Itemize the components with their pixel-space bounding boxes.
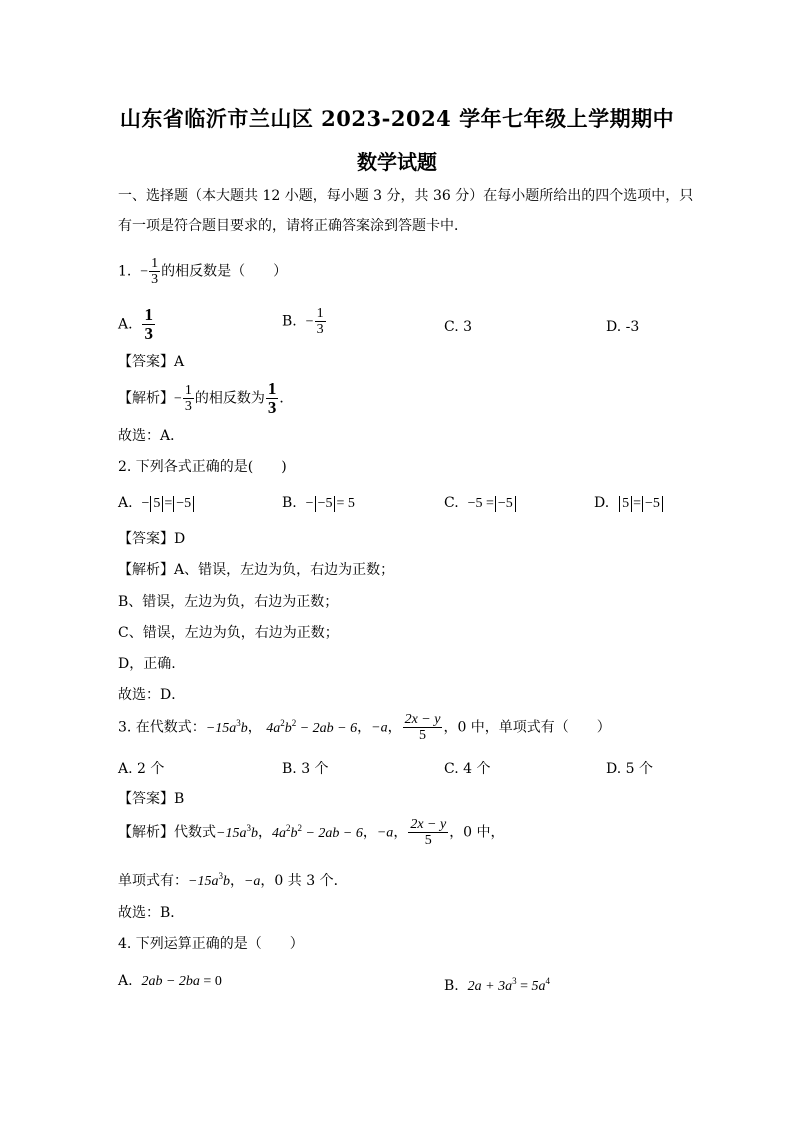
question-2-analysis-1: 【解析】A、错误，左边为负，右边为正数；	[118, 562, 395, 578]
question-2-option-d: D. 5 = −5	[594, 494, 664, 513]
question-3-option-d: D. 5 个	[606, 761, 653, 777]
fraction: $\frac{1}{3}$	[151, 256, 159, 287]
question-4-stem: 4. 下列运算正确的是（ ）	[118, 936, 304, 952]
question-2-analysis-2: B、错误，左边为负，右边为正数；	[118, 594, 339, 610]
question-2-option-b: B. − −5 = 5	[282, 495, 355, 511]
question-3-monomials: 单项式有：$-15a^3b$，−a，0 共 3 个．	[118, 871, 348, 889]
question-2-answer: 【答案】D	[118, 531, 186, 547]
question-1-option-a: A. $\frac{1}{3}$	[118, 305, 153, 343]
question-3-stem: 3. 在代数式：$-15a^3b$， $4a^2b^2 - 2ab - 6$，−a， $\frac{2x - y}{5}$ ，0 中，单项式有（ ）	[118, 712, 611, 743]
section-instructions-line1: 一、选择题（本大题共 12 小题，每小题 3 分，共 36 分）在每小题所给出的四个选项中，只	[118, 188, 694, 204]
question-3-choose: 故选：B．	[118, 905, 185, 921]
question-1-choose: 故选：A．	[118, 428, 185, 444]
page-subtitle: 数学试题	[357, 150, 437, 174]
question-1-stem: 1. − $\frac{1}{3}$ 的相反数是（ ）	[118, 256, 288, 287]
question-4-option-b: B. $2a + 3a^3 = 5a^4$	[444, 976, 551, 994]
question-3-option-b: B. 3 个	[282, 761, 329, 777]
page-title: 山东省临沂市兰山区 2023-2024 学年七年级上学期期中	[119, 106, 675, 131]
question-2-analysis-3: C、错误，左边为负，右边为正数；	[118, 625, 339, 641]
question-1-option-b: B. − $\frac{1}{3}$	[282, 306, 324, 337]
question-2-analysis-4: D，正确.	[118, 656, 176, 672]
question-1-answer: 【答案】A	[118, 354, 185, 370]
question-2-option-c: C. −5 = −5	[444, 494, 517, 513]
question-3-option-a: A. 2 个	[118, 761, 165, 777]
question-4-option-a: A. 2ab − 2ba = 0	[118, 973, 222, 989]
question-2-choose: 故选：D．	[118, 687, 186, 703]
question-2-option-a: A. − 5 = −5	[118, 494, 195, 513]
question-3-analysis: 【解析】代数式$-15a^3b$，$4a^2b^2 - 2ab - 6$，−a， $\frac{2x - y}{5}$ ，0 中，	[118, 817, 505, 848]
section-instructions-line2: 有一项是符合题目要求的，请将正确答案涂到答题卡中．	[118, 218, 468, 234]
question-3-answer: 【答案】B	[118, 791, 185, 807]
question-3-option-c: C. 4 个	[444, 761, 491, 777]
question-1-analysis: 【解析】− $\frac{1}{3}$ 的相反数为 $\frac{1}{3}$ ．	[118, 379, 294, 417]
question-2-stem: 2. 下列各式正确的是( )	[118, 459, 287, 475]
question-1-option-d: D. -3	[606, 319, 640, 335]
question-1-option-c: C. 3	[444, 319, 473, 335]
